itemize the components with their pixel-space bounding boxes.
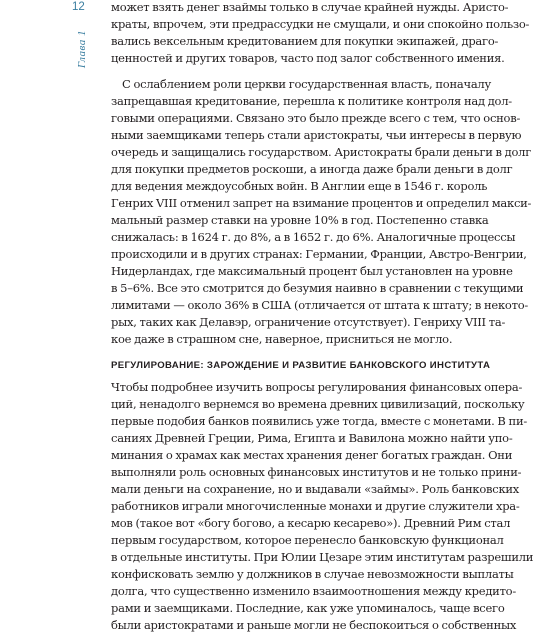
text-line: очередь и защищались государством. Аристократы брали деньги в долг xyxy=(111,145,532,159)
text-line: лимитами — около 36% в США (отличается от штата к штату; в некото- xyxy=(111,298,529,312)
text-line: краты, впрочем, эти предрассудки не смущали, и они спокойно пользо- xyxy=(111,17,530,31)
text-line: мальный размер ставки на уровне 10% в год. Постепенно ставка xyxy=(111,213,489,227)
text-line: Генрих VIII отменил запрет на взимание процентов и определил макси- xyxy=(111,196,532,210)
text-line: происходили и в других странах: Германии, Франции, Австро-Венгрии, xyxy=(111,247,527,261)
text-line: в отдельные институты. При Юлии Цезаре этим институтам разрешили xyxy=(111,550,533,564)
text-line: первым государством, которое перенесло банковскую функционал xyxy=(111,533,504,547)
chapter-label: Глава 1 xyxy=(76,30,88,69)
page-number: 12 xyxy=(72,1,85,13)
text-line: рами и заемщиками. Последние, как уже упоминалось, чаще всего xyxy=(111,601,505,615)
text-line: снижалась: в 1624 г. до 8%, а в 1652 г. до 6%. Аналогичные процессы xyxy=(111,230,516,244)
paragraph-gap xyxy=(111,67,429,76)
text-line: мов (такое вот «богу богово, а кесарю кесарево»). Древний Рим стал xyxy=(111,516,511,530)
text-line: саниях Древней Греции, Рима, Египта и Вавилона можно найти упо- xyxy=(111,431,513,445)
paragraph-2 xyxy=(111,76,532,348)
text-line: в 5–6%. Все это смотрится до безумия наивно в сравнении с текущими xyxy=(111,281,524,295)
text-line: С ослаблением роли церкви государственная власть, поначалу xyxy=(122,77,491,91)
paragraph-1 xyxy=(111,0,530,67)
text-line: первые подобия банков появились уже тогда, вместе с монетами. В пи- xyxy=(111,414,528,428)
text-line: Нидерландах, где максимальный процент был установлен на уровне xyxy=(111,264,513,278)
text-line: минания о храмах как местах хранения денег богатых граждан. Они xyxy=(111,448,513,462)
text-line: рых, таких как Делавэр, ограничение отсутствует). Генриху VIII та- xyxy=(111,315,506,329)
paragraph-3 xyxy=(111,379,533,634)
text-column xyxy=(111,0,533,634)
text-line: долга, что существенно изменило взаимоотношения между кредито- xyxy=(111,584,516,598)
text-line: кое даже в страшном сне, наверное, присниться не могло. xyxy=(111,332,453,346)
text-line: были аристократами и раньше могли не беспокоиться о собственных xyxy=(111,618,517,632)
text-line: вались вексельным кредитованием для покупки экипажей, драго- xyxy=(111,34,499,48)
text-line: ций, ненадолго вернемся во времена древних цивилизаций, поскольку xyxy=(111,397,525,411)
section-heading: РЕГУЛИРОВАНИЕ: ЗАРОЖДЕНИЕ И РАЗВИТИЕ БАНКОВСКОГО ИНСТИТУТА xyxy=(111,360,491,371)
text-line: работников играли многочисленные монахи и другие служители хра- xyxy=(111,499,520,513)
section-gap xyxy=(111,348,429,357)
text-line: конфисковать землю у должников в случае невозможности выплаты xyxy=(111,567,514,581)
text-line: для покупки предметов роскоши, а иногда даже брали деньги в долг xyxy=(111,162,513,176)
text-line: может взять денег взаймы только в случае крайней нужды. Аристо- xyxy=(111,0,509,14)
text-line: мали деньги на сохранение, но и выдавали «займы». Роль банковских xyxy=(111,482,520,496)
text-line: говыми операциями. Связано это было прежде всего с тем, что основ- xyxy=(111,111,521,125)
text-line: запрещавшая кредитование, перешла к политике контроля над дол- xyxy=(111,94,512,108)
text-line: выполняли роль основных финансовых институтов и не только прини- xyxy=(111,465,522,479)
text-line: Чтобы подробнее изучить вопросы регулирования финансовых опера- xyxy=(111,380,523,394)
text-line: ценностей и других товаров, часто под залог собственного имения. xyxy=(111,51,505,65)
text-line: для ведения междоусобных войн. В Англии еще в 1546 г. король xyxy=(111,179,488,193)
text-line: ными заемщиками теперь стали аристократы, чьи интересы в первую xyxy=(111,128,522,142)
